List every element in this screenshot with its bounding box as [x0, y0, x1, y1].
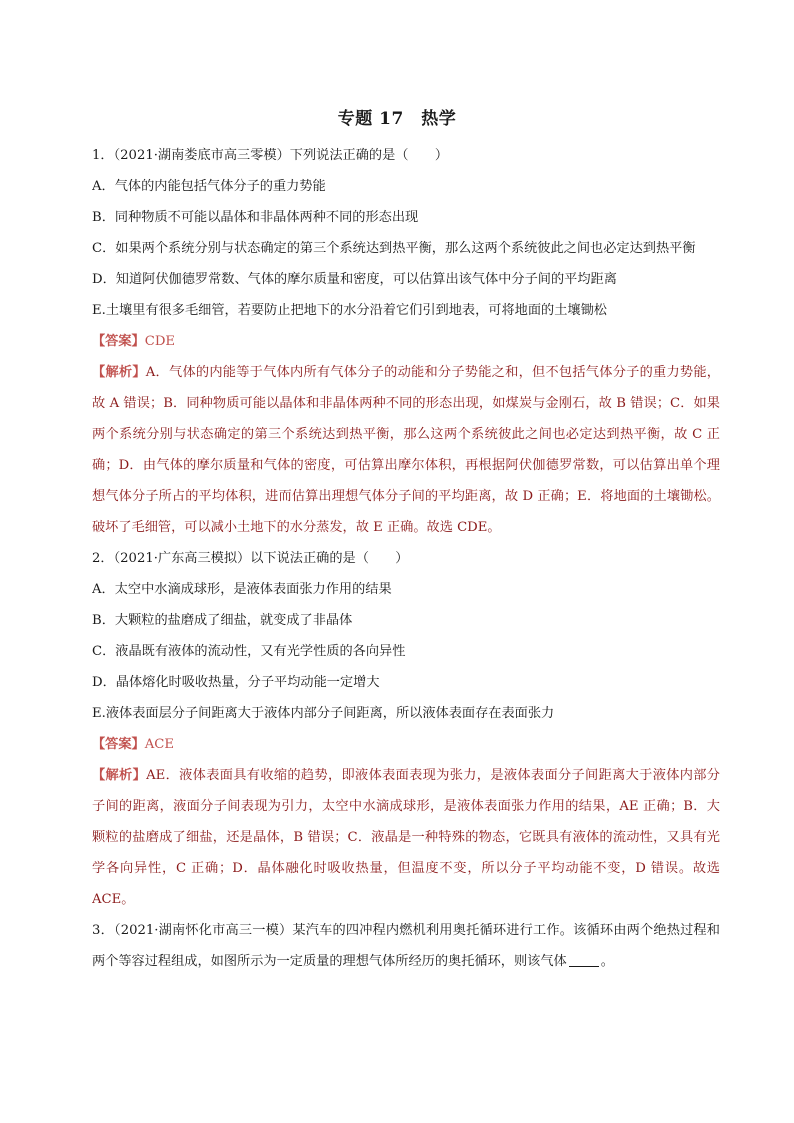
analysis-line: 确；D．由气体的摩尔质量和气体的密度，可估算出摩尔体积，再根据阿伏伽德罗常数，可以估算出单个理: [92, 458, 720, 473]
question-1: [92, 140, 720, 543]
analysis-line: 子间的距离，液面分子间表现为引力，太空中水滴成球形，是液体表面张力作用的结果，AE 正确；B．大: [92, 799, 720, 814]
answer-line: [92, 729, 720, 760]
analysis-line: 两个系统分别与状态确定的第三个系统达到热平衡，那么这两个系统彼此之间也必定达到热平衡，故 C 正: [92, 427, 720, 442]
option-a: A．气体的内能包括气体分子的重力势能: [92, 179, 326, 194]
analysis-block: [92, 760, 720, 915]
analysis-line: 颗粒的盐磨成了细盐，还是晶体，B 错误；C．液晶是一种特殊的物态，它既具有液体的流动性，又具有光: [92, 830, 720, 845]
answer-line: [92, 326, 720, 357]
document-content: [92, 140, 720, 977]
analysis-block: [92, 357, 720, 543]
question-stem: 3．（2021·湖南怀化市高三一模）某汽车的四冲程内燃机利用奥托循环进行工作。该循环由两个绝热过程和: [92, 923, 720, 938]
answer-value: CDE: [144, 334, 176, 349]
answer-blank[interactable]: [569, 952, 599, 967]
option-d: D．晶体熔化时吸收热量，分子平均动能一定增大: [92, 675, 380, 690]
analysis-tag: 【解析】: [92, 365, 146, 380]
analysis-line: 想气体分子所占的平均体积，进而估算出理想气体分子间的平均距离，故 D 正确；E．将地面的土壤锄松。: [92, 489, 720, 504]
option-e: E.液体表面层分子间距离大于液体内部分子间距离，所以液体表面存在表面张力: [92, 706, 555, 721]
page-title: 专题 17 热学: [337, 109, 457, 129]
option-b: B．同种物质不可能以晶体和非晶体两种不同的形态出现: [92, 210, 419, 225]
answer-value: ACE: [144, 737, 174, 752]
question-stem: 1．（2021·湖南娄底市高三零模）下列说法正确的是（ ）: [92, 148, 449, 163]
answer-tag: 【答案】: [92, 334, 145, 349]
question-stem: 2．（2021·广东高三模拟）以下说法正确的是（ ）: [92, 551, 409, 566]
analysis-line: 【解析】AE．液体表面具有收缩的趋势，即液体表面表现为张力，是液体表面分子间距离大于液体内部分: [92, 768, 720, 783]
analysis-tag: 【解析】: [92, 768, 147, 783]
question-2: [92, 543, 720, 915]
option-c: C．如果两个系统分别与状态确定的第三个系统达到热平衡，那么这两个系统彼此之间也必定达到热平衡: [92, 241, 696, 256]
option-d: D．知道阿伏伽德罗常数、气体的摩尔质量和密度，可以估算出该气体中分子间的平均距离: [92, 272, 617, 287]
option-b: B．大颗粒的盐磨成了细盐，就变成了非晶体: [92, 613, 353, 628]
analysis-line: 【解析】A．气体的内能等于气体内所有气体分子的动能和分子势能之和，但不包括气体分子的重力势能，: [92, 365, 720, 380]
analysis-line: 故 A 错误；B．同种物质可能以晶体和非晶体两种不同的形态出现，如煤炭与金刚石，故 B 错误；C．如果: [92, 396, 720, 411]
option-e: E.土壤里有很多毛细管，若要防止把地下的水分沿着它们引到地表，可将地面的土壤锄松: [92, 303, 607, 318]
question-3: [92, 915, 720, 977]
answer-tag: 【答案】: [92, 737, 145, 752]
analysis-line: ACE。: [92, 892, 135, 907]
analysis-line: 破坏了毛细管，可以减小土地下的水分蒸发，故 E 正确。故选 CDE。: [92, 520, 501, 535]
question-stem-continued: 两个等容过程组成，如图所示为一定质量的理想气体所经历的奥托循环，则该气体 。: [92, 954, 614, 969]
option-c: C．液晶既有液体的流动性，又有光学性质的各向异性: [92, 644, 406, 659]
option-a: A．太空中水滴成球形，是液体表面张力作用的结果: [92, 582, 392, 597]
analysis-line: 学各向异性，C 正确；D．晶体融化时吸收热量，但温度不变，所以分子平均动能不变，D 错误。故选: [92, 861, 720, 876]
